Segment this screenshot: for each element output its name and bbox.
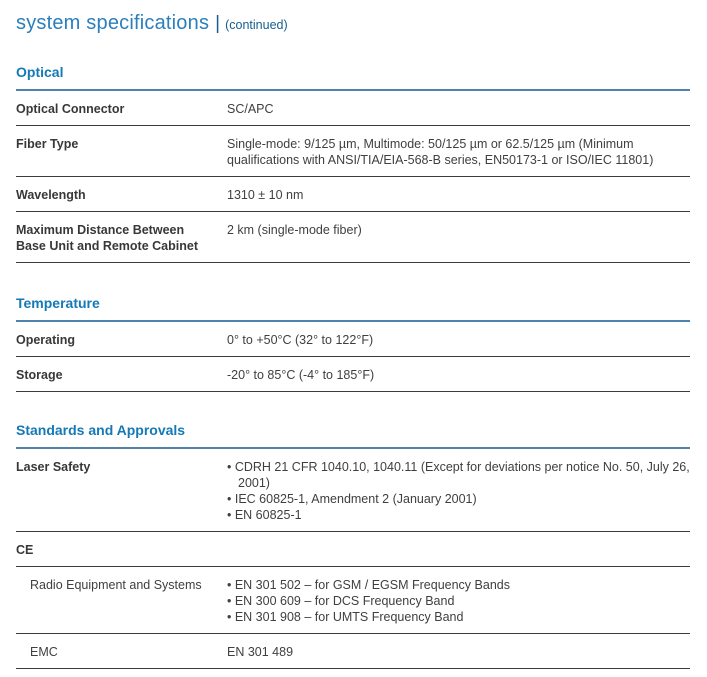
spec-table-optical xyxy=(16,89,690,263)
page-title xyxy=(16,10,690,38)
bullet-item: • IEC 60825-1, Amendment 2 (January 2001) xyxy=(227,492,477,506)
spec-value xyxy=(227,459,690,523)
bullet-item: • EN 300 609 – for DCS Frequency Band xyxy=(227,594,455,608)
section-heading-standards-and-approvals: Standards and Approvals xyxy=(16,422,186,438)
spec-row-emc xyxy=(16,634,690,669)
spec-label: EMC xyxy=(30,645,58,659)
section-heading-optical: Optical xyxy=(16,64,64,80)
spec-row-storage xyxy=(16,357,690,392)
bullet-item: • EN 301 502 – for GSM / EGSM Frequency Bands xyxy=(227,578,510,592)
title-continued-label: (continued) xyxy=(225,18,288,32)
spec-label: Radio Equipment and Systems xyxy=(30,578,202,592)
spec-label: Storage xyxy=(16,368,63,382)
spec-sections xyxy=(16,64,690,669)
spec-row-radio-equipment-and-systems xyxy=(16,567,690,634)
bullet-item: • EN 60825-1 xyxy=(227,508,302,522)
spec-value: -20° to 85°C (-4° to 185°F) xyxy=(227,368,375,382)
spec-table-standards-and-approvals xyxy=(16,447,690,669)
spec-value: 0° to +50°C (32° to 122°F) xyxy=(227,333,374,347)
spec-row-fiber-type xyxy=(16,126,690,177)
spec-label: Optical Connector xyxy=(16,102,125,116)
spec-row-ce xyxy=(16,532,690,567)
spec-label: Laser Safety xyxy=(16,460,91,474)
spec-label: Wavelength xyxy=(16,188,86,202)
spec-label: Maximum Distance Between Base Unit and Remote Cabinet xyxy=(16,223,198,253)
spec-table-temperature xyxy=(16,320,690,392)
spec-value: EN 301 489 xyxy=(227,645,294,659)
spec-label: Fiber Type xyxy=(16,137,79,151)
spec-value: 2 km (single-mode fiber) xyxy=(227,223,362,237)
spec-row-optical-connector xyxy=(16,91,690,126)
spec-row-laser-safety xyxy=(16,449,690,532)
spec-row-operating xyxy=(16,322,690,357)
spec-value: Single-mode: 9/125 µm, Multimode: 50/125 µm or 62.5/125 µm (Minimum qualifications with ANSI/TIA/EIA-568-B series, EN50173-1 or ISO/IEC 11801) xyxy=(227,137,654,167)
spec-label: Operating xyxy=(16,333,76,347)
page-title-text: system specifications xyxy=(16,12,210,34)
section-heading-temperature: Temperature xyxy=(16,295,100,311)
spec-row-maximum-distance-between-base-unit-and-remote-cabinet xyxy=(16,212,690,263)
bullet-item: • CDRH 21 CFR 1040.10, 1040.11 (Except for deviations per notice No. 50, July 26, 2001) xyxy=(227,460,690,490)
spec-row-wavelength xyxy=(16,177,690,212)
spec-value xyxy=(227,577,690,625)
spec-value: 1310 ± 10 nm xyxy=(227,188,304,202)
title-separator: | xyxy=(215,13,221,34)
spec-value: SC/APC xyxy=(227,102,274,116)
bullet-item: • EN 301 908 – for UMTS Frequency Band xyxy=(227,610,464,624)
spec-value xyxy=(227,542,690,558)
spec-label: CE xyxy=(16,543,34,557)
